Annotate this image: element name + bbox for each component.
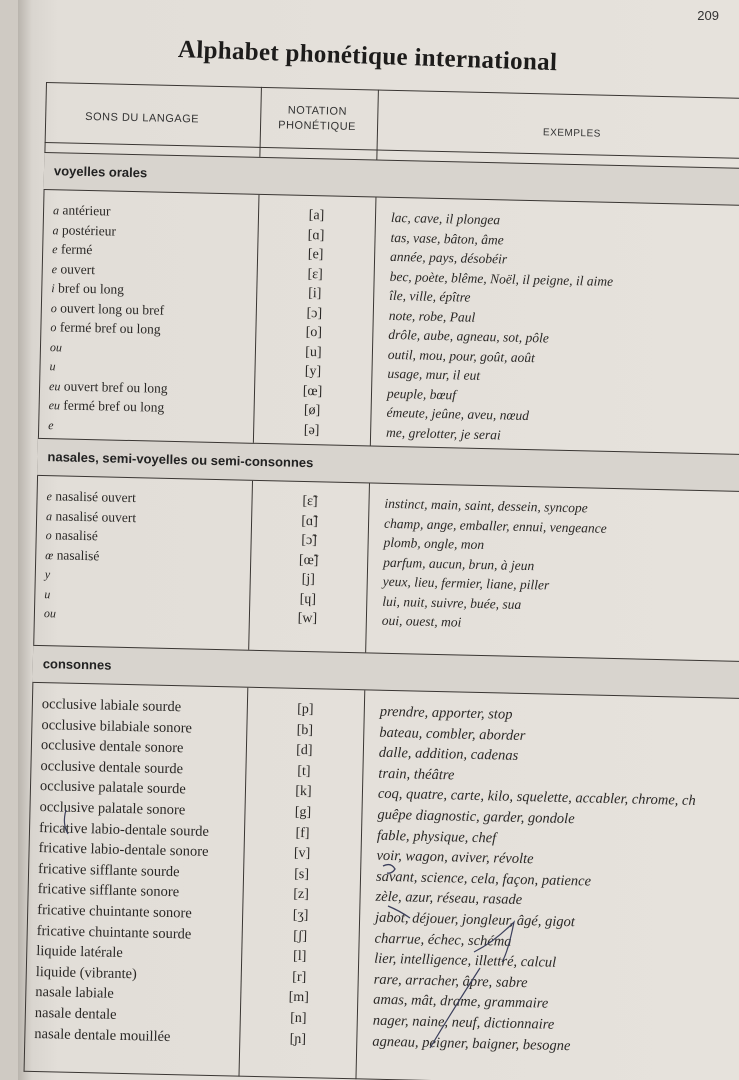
sound-description: nasalisé [51, 527, 99, 544]
section-title: nasales, semi-voyelles ou semi-consonnes [47, 449, 314, 471]
header-examples: EXEMPLES [542, 127, 602, 140]
sound-letter: y [44, 567, 51, 582]
sound-description: ouvert long ou bref [56, 299, 165, 318]
phonetic-notation: [u] [305, 344, 322, 360]
sound-letter: o [50, 300, 58, 315]
example-words: bateau, combler, aborder [379, 724, 526, 744]
phonetic-notation: [d] [296, 743, 313, 759]
phonetic-notation: [œ̃] [298, 552, 319, 568]
example-words: coq, quatre, carte, kilo, squelette, accabler, chrome, ch [377, 786, 696, 810]
sound-description: nasalisé ouvert [51, 488, 137, 506]
example-words: lui, nuit, suivre, buée, sua [382, 593, 522, 612]
section-title: voyelles orales [53, 163, 148, 181]
example-words: lier, intelligence, illettré, calcul [374, 950, 557, 971]
example-words: émeute, jeûne, aveu, nœud [386, 404, 530, 424]
page-number: 209 [697, 8, 719, 23]
phonetic-notation: [y] [304, 363, 322, 380]
phonetic-notation: [ʒ] [292, 907, 309, 924]
examples-column [382, 494, 739, 639]
example-words: bec, poète, blême, Noël, il peigne, il aime [389, 268, 614, 289]
notation-column [253, 205, 375, 442]
example-words: voir, wagon, aviver, révolte [376, 847, 534, 868]
example-words: tas, vase, bâton, âme [390, 229, 504, 247]
sound-letter: u [44, 586, 51, 601]
sound-description: ouvert bref ou long [60, 377, 168, 396]
sound-description: occlusive dentale sonore [40, 737, 184, 757]
phonetic-notation: [ɥ] [299, 591, 317, 607]
sound-letter: o [50, 320, 57, 335]
example-words: prendre, apporter, stop [379, 703, 513, 723]
example-words: rare, arracher, âpre, sabre [373, 971, 528, 991]
example-words: drôle, aube, agneau, sot, pôle [388, 326, 549, 346]
phonetic-notation: [p] [296, 701, 314, 718]
example-words: plomb, ongle, mon [383, 534, 485, 553]
sound-description: fricative sifflante sonore [37, 881, 180, 901]
phonetic-notation: [ɔ] [306, 305, 323, 321]
sound-description: fermé bref ou long [56, 319, 161, 337]
phonetic-notation: [e] [307, 246, 324, 263]
phonetic-notation: [j] [301, 571, 316, 588]
sound-letter: e [52, 242, 58, 257]
phonetic-notation: [w] [297, 610, 318, 627]
phonetic-notation: [i] [307, 286, 322, 302]
example-words: train, théâtre [378, 765, 455, 784]
example-words: zèle, azur, réseau, rasade [375, 889, 523, 909]
sound-label [48, 395, 253, 419]
example-words: peuple, bœuf [386, 385, 457, 402]
sound-description: nasalisé [53, 546, 100, 563]
phonetic-notation: [ʃ] [293, 928, 308, 944]
header-notation [267, 103, 368, 135]
phonetic-notation: [ɲ] [289, 1031, 307, 1047]
example-words: oui, ouest, moi [381, 612, 462, 630]
phonetic-notation: [o] [305, 324, 323, 341]
sound-description: occlusive dentale sourde [40, 757, 184, 778]
sound-letter: a [46, 508, 53, 523]
sound-description: nasale labiale [35, 984, 115, 1003]
sounds-column [44, 486, 252, 627]
example-words: savant, science, cela, façon, patience [375, 868, 592, 890]
ipa-table [24, 82, 739, 1080]
phonetic-notation: [l] [292, 948, 307, 965]
phonetic-notation: [g] [294, 804, 312, 821]
sound-letter: eu [48, 398, 61, 413]
page-title: Alphabet phonétique international [177, 36, 558, 77]
phonetic-notation: [ɔ̃] [301, 532, 318, 549]
phonetic-notation: [œ] [302, 383, 323, 399]
sound-description: bref ou long [54, 280, 125, 297]
sound-letter: u [49, 359, 56, 374]
example-words: lac, cave, il plongea [390, 209, 501, 228]
sound-letter: a [52, 222, 59, 237]
phonetic-notation: [ɛ] [307, 266, 323, 282]
sound-letter: œ [45, 547, 54, 562]
example-words: usage, mur, il eut [387, 365, 481, 383]
example-words: parfum, aucun, brun, à jeun [383, 554, 535, 573]
sound-description: postérieur [58, 221, 117, 239]
sound-description: antérieur [58, 202, 111, 219]
header-notation-line1: NOTATION [287, 104, 348, 118]
notation-column [249, 491, 369, 630]
sounds-column [48, 200, 258, 439]
phonetic-notation: [b] [296, 722, 314, 738]
phonetic-notation: [ø] [303, 402, 321, 419]
sound-letter: o [45, 528, 52, 543]
sound-description: occlusive palatale sonore [39, 799, 186, 819]
sounds-column [34, 694, 247, 1049]
sound-description: fermé bref ou long [59, 397, 165, 415]
example-words: me, grelotter, je serai [385, 424, 501, 442]
sound-description: liquide latérale [36, 943, 124, 962]
sound-description: nasalisé ouvert [52, 507, 137, 525]
example-words: nager, naine, neuf, dictionnaire [372, 1012, 555, 1033]
phonetic-notation: [t] [297, 763, 311, 779]
example-words: jabot, déjouer, jongleur, âgé, gigot [374, 909, 576, 931]
example-words: instinct, main, saint, dessein, syncope [384, 495, 588, 516]
sound-description: occlusive palatale sourde [39, 778, 186, 798]
phonetic-notation: [z] [293, 887, 310, 903]
example-words: champ, ange, emballer, ennui, vengeance [383, 515, 607, 536]
notation-column [239, 699, 364, 1052]
phonetic-notation: [s] [294, 866, 310, 882]
example-words: charrue, échec, schéma [374, 930, 512, 950]
sound-description: nasale dentale [34, 1004, 117, 1023]
example-words: yeux, lieu, fermier, liane, piller [382, 573, 550, 593]
sound-letter: eu [48, 378, 61, 393]
sound-label [50, 317, 255, 341]
examples-column [372, 702, 739, 1060]
phonetic-notation: [ə] [303, 422, 320, 438]
phonetic-notation: [r] [292, 969, 307, 985]
example-words: outil, mou, pour, goût, août [387, 346, 536, 365]
phonetic-notation: [f] [295, 825, 310, 841]
phonetic-notation: [ɑ̃] [301, 513, 319, 529]
phonetic-notation: [ɑ] [307, 227, 325, 243]
sound-letter: e [51, 261, 58, 276]
example-words: fable, physique, chef [376, 827, 497, 846]
sound-description: fricative labio-dentale sourde [38, 819, 210, 840]
header-notation-line2: PHONÉTIQUE [278, 119, 357, 134]
examples-column [386, 208, 739, 450]
sound-letter: e [48, 417, 54, 432]
sound-description: fricative chuintante sonore [37, 901, 192, 922]
phonetic-notation: [k] [295, 784, 312, 800]
example-words: dalle, addition, cadenas [378, 744, 519, 765]
example-words: guêpe diagnostic, garder, gondole [377, 806, 575, 828]
sound-description: fermé [57, 241, 93, 258]
sound-description: occlusive bilabiale sonore [41, 716, 193, 737]
sound-description: liquide (vibrante) [35, 963, 138, 983]
sound-description: fricative labio-dentale sonore [38, 840, 209, 861]
sound-description: nasale dentale mouillée [34, 1025, 171, 1045]
sound-letter: i [51, 281, 55, 296]
sound-letter: ou [49, 339, 63, 354]
phonetic-notation: [ɛ̃] [302, 493, 318, 510]
example-words: île, ville, épître [389, 287, 471, 305]
phonetic-notation: [n] [289, 1010, 307, 1027]
example-words: agneau, peigner, baigner, besogne [372, 1033, 571, 1054]
section-title: consonnes [42, 656, 112, 673]
sound-letter: ou [43, 606, 57, 621]
header-sounds: SONS DU LANGAGE [85, 110, 200, 126]
sound-letter: e [46, 489, 53, 504]
phonetic-notation: [a] [308, 207, 325, 224]
sound-letter: a [52, 203, 60, 218]
phonetic-notation: [v] [293, 845, 311, 862]
sound-description: occlusive labiale sourde [41, 696, 182, 716]
book-page [18, 0, 739, 1080]
sound-description: fricative sifflante sourde [37, 860, 180, 880]
sound-description: ouvert [56, 260, 96, 277]
example-words: année, pays, désobéir [389, 248, 508, 267]
phonetic-notation: [m] [288, 990, 310, 1006]
example-words: amas, mât, drame, grammaire [373, 991, 549, 1012]
example-words: note, robe, Paul [388, 307, 476, 325]
sound-description: fricative chuintante sourde [36, 922, 192, 943]
